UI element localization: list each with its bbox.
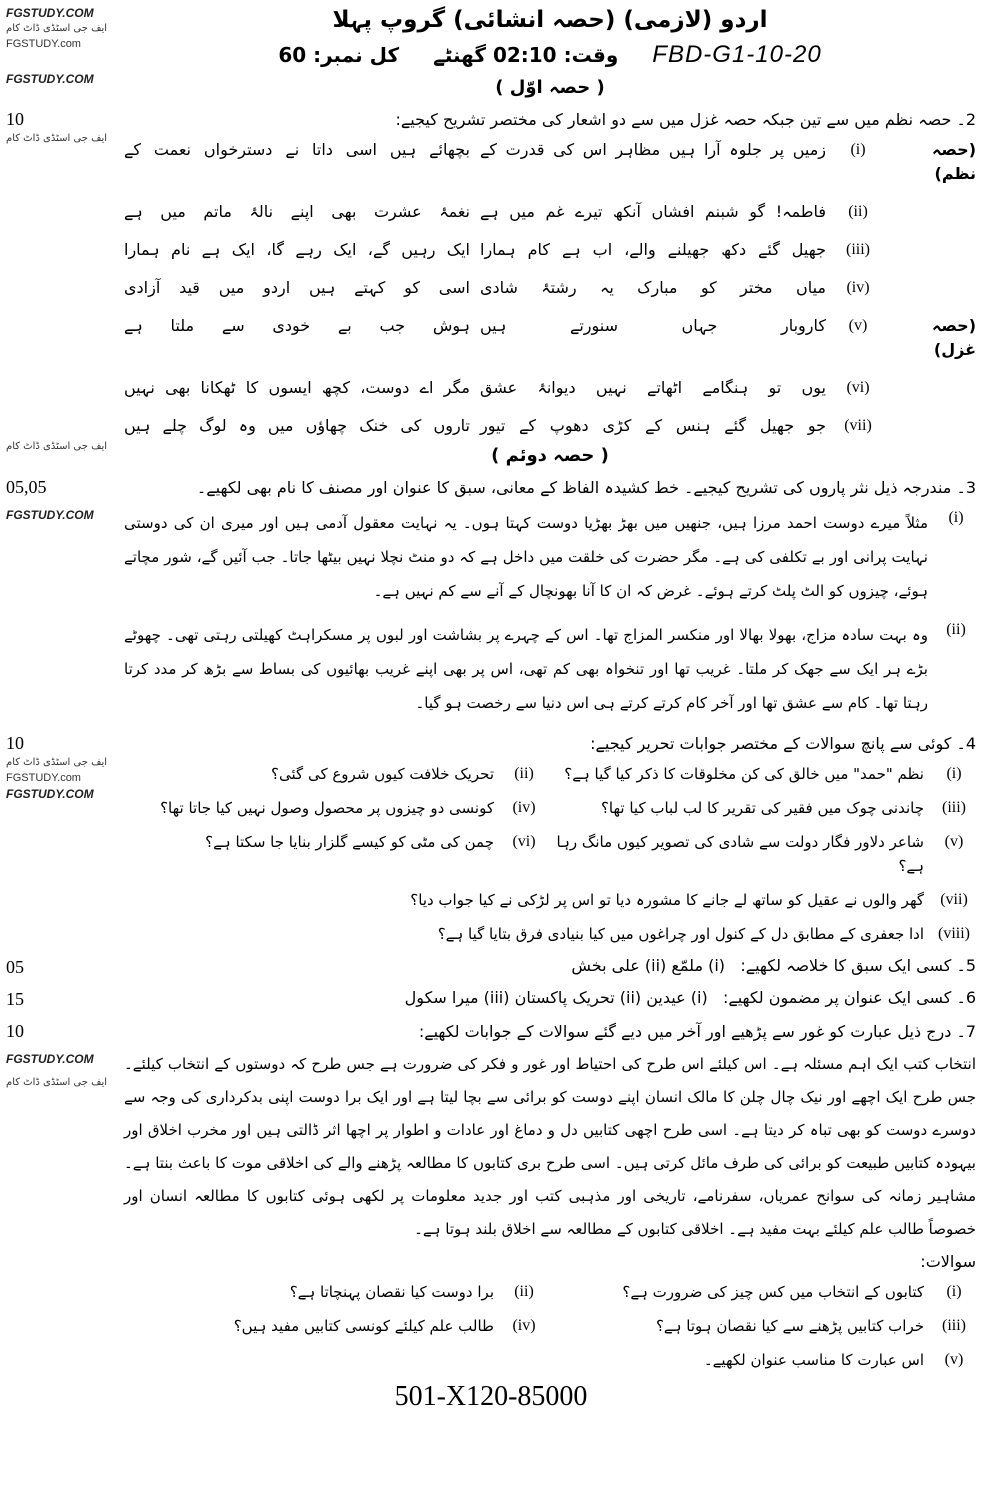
passage-line: کرتی ہیں۔ اسی طرح بری کتابوں کا مطالعہ پڑھنے والے کی اخلاقی موت کا باعث بنتا ہے۔ مشاہیر زمانہ کی سوانح عمریاں، سفرنامے، تاریخی اور مذہبی	[124, 1154, 977, 1205]
watermark: FGSTUDY.COM	[6, 787, 94, 801]
passage-line: جھک کر ملتا۔ غریب تھا اور تنخواہ بھی کم تھی، اس پر بھی اپنے غریب بھائیوں کی بساط سے بڑھ کر مدد کرتا رہتا تھا۔ کام سے عشق تھا اور آخر کام	[124, 660, 928, 712]
short-question-list	[124, 762, 976, 946]
comprehension-question: اس عبارت کا مناسب عنوان لکھیے۔	[703, 1351, 924, 1369]
comprehension-question: طالب علم کیلئے کونسی کتابیں مفید ہیں؟	[233, 1317, 494, 1335]
passage-line: کرتے ہوئے۔ غرض کہ ان کا آنا بھونچال کے آنے سے کم نہیں ہے۔	[373, 582, 768, 600]
question-7	[6, 1018, 976, 1372]
misra-2: تاروں کی خنک چھاؤں میں وہ لوگ چلے ہیں	[124, 416, 470, 435]
passage-line: کرتے کرتے ہی اس دنیا سے رخصت ہو گیا۔	[415, 694, 682, 712]
comprehension-question: کتابوں کے انتخاب میں کس چیز کی ضرورت ہے؟	[622, 1283, 924, 1301]
misra-1: یوں تو ہنگامے اٹھاتے نہیں دیوانۂ عشق	[480, 378, 826, 397]
misra-1: جو جھیل گئے ہنس کے کڑی دھوپ کے تیور	[480, 416, 826, 435]
left-margin	[6, 70, 118, 86]
item-number: (iii)	[942, 799, 966, 816]
header	[6, 4, 976, 70]
q-number: 5۔	[956, 956, 976, 975]
question-5-prompt	[124, 954, 976, 978]
item-number: (i)	[946, 1283, 962, 1300]
comprehension-question-list	[124, 1280, 976, 1372]
short-question: گھر والوں نے عقیل کو ساتھ لے جانے کا مشورہ دیا تو اس پر لڑکی نے کیا جواب دیا؟	[410, 891, 924, 909]
misra-1: زمیں پر جلوہ آرا ہیں مظاہر اس کی قدرت کے	[480, 140, 826, 159]
left-margin	[6, 954, 118, 978]
question-4	[6, 730, 976, 946]
passage-line: کر دیتا ہے۔ اسی طرح اچھی کتابیں دل و دماغ اور عادات و اطوار پر اچھا اثر ڈالتی ہیں اور مخرب اخلاق اور بیہودہ کتابیں طبیعت کو برائی کی طرف مائل	[124, 1121, 976, 1172]
marks: 05,05	[6, 477, 47, 497]
short-question: نظم "حمد" میں خالق کی کن مخلوقات کا ذکر کیا گیا ہے؟	[564, 765, 924, 783]
spacer	[890, 376, 976, 400]
short-question: شاعر دلاور فگار دولت سے شادی کی تصویر کیوں مانگ رہا ہے؟	[556, 833, 924, 875]
prose-passage-2	[124, 618, 976, 720]
total-marks: کل نمبر: 60	[278, 43, 400, 67]
spacer	[890, 200, 976, 224]
short-question: کونسی دو چیزوں پر محصول وصول نہیں کیا جاتا تھا؟	[160, 799, 494, 817]
label-ghazal: (حصہ غزل)	[932, 316, 976, 359]
q-number: 6۔	[956, 988, 976, 1007]
misra-2: ہوش جب بے خودی سے ملتا ہے	[124, 316, 470, 335]
comprehension-question: برا دوست کیا نقصان پہنچاتا ہے؟	[289, 1283, 494, 1301]
spacer	[890, 238, 976, 262]
prose-passage-1	[124, 506, 976, 608]
item-number: (iv)	[512, 1317, 536, 1334]
spacer	[6, 500, 118, 506]
question-2	[6, 106, 976, 438]
q-number: 7۔	[956, 1022, 976, 1041]
misra-2: اسی کو کہتے ہیں اردو میں قید آزادی	[124, 278, 470, 297]
question-5	[6, 954, 976, 978]
part2-heading-wrap	[124, 438, 976, 474]
misra-1: جھیل گئے دکھ جھیلنے والے، اب ہے کام ہمارا	[480, 240, 826, 259]
item-number: (iv)	[512, 799, 536, 816]
question-7-prompt	[124, 1020, 976, 1044]
watermark: FGSTUDY.com	[6, 38, 81, 50]
question-4-body	[124, 730, 976, 946]
marks: 05	[6, 957, 24, 977]
question-7-body	[124, 1018, 976, 1372]
passage-text	[124, 506, 928, 608]
paper-code: FBD-G1-10-20	[652, 41, 822, 68]
spacer	[890, 276, 976, 300]
watermark: ایف جی اسٹڈی ڈاٹ کام	[6, 133, 108, 144]
item-number: (i)	[948, 509, 964, 526]
item-number: (iv)	[846, 279, 870, 296]
marks: 10	[6, 109, 24, 129]
left-margin	[6, 986, 118, 1010]
q-options: (i) ملمّع (ii) علی بخش	[571, 956, 726, 975]
marks: 10	[6, 733, 24, 753]
q-text: کسی ایک عنوان پر مضمون لکھیے:	[722, 988, 952, 1007]
item-number: (i)	[850, 141, 866, 158]
spacer	[6, 1044, 118, 1050]
item-number: (vii)	[844, 417, 872, 434]
item-number: (iii)	[846, 241, 870, 258]
question-3	[6, 474, 976, 730]
watermark: ایف جی اسٹڈی ڈاٹ کام	[6, 757, 108, 768]
item-number: (vii)	[940, 891, 968, 908]
passage-line: وہ بہت سادہ مزاج، بھولا بھالا اور منکسر المزاج تھا۔ اس کے چہرے پر بشاشت اور لبوں پر مسکراہٹ کھیلتی رہتی تھی۔ چھوٹے بڑے ہر ایک سے	[124, 626, 928, 678]
short-question: چاندنی چوک میں فقیر کی تقریر کا لب لباب کیا تھا؟	[600, 799, 924, 817]
q-text: کسی ایک سبق کا خلاصہ لکھیے:	[740, 956, 952, 975]
watermark: FGSTUDY.COM	[6, 508, 94, 522]
comprehension-question: خراب کتابیں پڑھنے سے کیا نقصان ہوتا ہے؟	[655, 1317, 924, 1335]
header-content	[124, 4, 976, 70]
questions-label: سوالات:	[920, 1252, 976, 1271]
part2-heading-row	[6, 438, 976, 474]
item-number: (vi)	[512, 833, 536, 850]
q-text: کوئی سے پانچ سوالات کے مختصر جوابات تحریر کیجیے:	[590, 734, 952, 753]
item-number: (vi)	[846, 379, 870, 396]
misra-2: ایک رہیں گے، ایک رہے گا، ایک ہے نام ہمارا	[124, 240, 470, 259]
question-2-prompt	[124, 108, 976, 132]
misra-2: بچھائے ہیں اسی داتا نے دسترخواں نعمت کے	[124, 140, 470, 159]
q-text: مندرجہ ذیل نثر پاروں کی تشریح کیجیے۔ خط کشیدہ الفاظ کے معانی، سبق کا عنوان اور مصنف کا نام بھی لکھیے۔	[196, 478, 952, 497]
item-number: (iii)	[942, 1317, 966, 1334]
short-question: ادا جعفری کے مطابق دل کے کنول اور چراغوں میں کیا بنیادی فرق بتایا گیا ہے؟	[437, 925, 924, 943]
item-number: (v)	[944, 833, 964, 850]
item-number: (ii)	[946, 621, 966, 638]
passage-text	[124, 618, 928, 720]
spacer	[890, 414, 976, 438]
item-number: (v)	[944, 1351, 964, 1368]
left-margin	[6, 1018, 118, 1090]
item-number: (ii)	[848, 203, 868, 220]
passage-line: بے تکلفی کی ہے۔ مگر حضرت کی خلقت میں داخل ہے کہ دو منٹ نچلا نہیں بیٹھا جاتا۔ جب آئیں گے، شور مچاتے ہوئے، چیزوں کو الٹ پلٹ	[124, 548, 928, 600]
marks: 10	[6, 1021, 24, 1041]
paper-serial-code: 501-X120-85000	[394, 1381, 588, 1412]
misra-1: میاں مختر کو مبارک یہ رشتۂ شادی	[480, 278, 826, 297]
left-margin	[6, 106, 118, 146]
watermark: FGSTUDY.COM	[6, 1052, 94, 1066]
q-text: حصہ نظم میں سے تین جبکہ حصہ غزل میں سے دو اشعار کی مختصر تشریح کیجیے:	[395, 110, 952, 129]
short-question: تحریک خلافت کیوں شروع کی گئی؟	[271, 765, 494, 783]
header-watermarks	[6, 4, 118, 51]
misra-2: مگر اے دوست، کچھ ایسوں کا ٹھکانا بھی نہیں	[124, 378, 470, 397]
question-2-body	[124, 106, 976, 438]
label-nazm: (حصہ نظم)	[932, 140, 976, 183]
left-margin	[6, 474, 118, 522]
q-options: (i) عیدین (ii) تحریک پاکستان (iii) میرا سکول	[404, 988, 708, 1007]
question-4-prompt	[124, 732, 976, 756]
question-6-prompt	[124, 986, 976, 1010]
passage-line: مثلاً میرے دوست احمد مرزا ہیں، جنھیں میں بھڑ بھڑیا دوست کہتا ہوں۔ یہ نہایت معقول آدمی ہیں اور میری ان کی دوستی نہایت پرانی اور	[124, 514, 928, 566]
item-number: (ii)	[514, 765, 534, 782]
question-6	[6, 986, 976, 1010]
watermark: ایف جی اسٹڈی ڈاٹ کام	[6, 1077, 108, 1088]
watermark: FGSTUDY.COM	[6, 72, 94, 86]
passage-line: کتب اور جدید معلومات پر لکھی ہوئی کتابوں کا مطالعہ انسان اور خصوصاً طالب علم کیلئے بہت مفید ہے۔ اخلاقی کتابوں کے مطالعہ سے اخلاق بلند ہوتا ہے۔	[124, 1187, 976, 1238]
paper-title: اردو (لازمی) (حصہ انشائی) گروپ پہلا	[332, 7, 768, 33]
section-heading-part2: ( حصہ دوئم )	[491, 445, 609, 466]
part1-heading-row	[6, 70, 976, 106]
question-3-prompt	[124, 476, 976, 500]
spacer	[6, 1068, 118, 1074]
item-number: (viii)	[938, 925, 970, 942]
q-text: درج ذیل عبارت کو غور سے پڑھیے اور آخر میں دیے گئے سوالات کے جوابات لکھیے:	[418, 1022, 952, 1041]
misra-1: کاروبار جہاں سنورتے ہیں	[480, 316, 826, 335]
short-question: چمن کی مٹی کو کیسے گلزار بنایا جا سکتا ہے؟	[205, 833, 494, 851]
misra-2: نغمۂ عشرت بھی اپنے نالۂ ماتم میں ہے	[124, 202, 470, 221]
q-number: 3۔	[956, 478, 976, 497]
passage-line: ایک اچھے اور نیک چال چلن کا مالک انسان اپنے دوست کو برائی سے بچا لیتا ہے اور ایک برا دوست اپنی بدکرداری کی وجہ سے دوسرے دوست کو بھی تباہ	[124, 1088, 976, 1139]
watermark: FGSTUDY.com	[6, 772, 81, 784]
q-number: 4۔	[956, 734, 976, 753]
item-number: (ii)	[514, 1283, 534, 1300]
comprehension-passage	[124, 1048, 976, 1246]
watermark: ایف جی اسٹڈی ڈاٹ کام	[6, 441, 108, 452]
time-allowed: وقت: 02:10 گھنٹے	[433, 43, 619, 67]
misra-1: فاطمہ! گو شبنم افشاں آنکھ تیرے غم میں ہے	[480, 202, 826, 221]
watermark: FGSTUDY.COM	[6, 6, 94, 20]
watermark: ایف جی اسٹڈی ڈاٹ کام	[6, 23, 108, 34]
passage-line: انتخاب کتب ایک اہم مسئلہ ہے۔ اس کیلئے اس طرح کی احتیاط اور غور و فکر کی ضرورت ہے جس طرح کہ دوستوں کے انتخاب کیلئے۔ جس طرح	[124, 1055, 976, 1106]
item-number: (i)	[946, 765, 962, 782]
marks: 15	[6, 989, 24, 1009]
couplet-list	[124, 138, 976, 438]
question-3-body	[124, 474, 976, 730]
part1-heading-wrap	[124, 70, 976, 106]
q-number: 2۔	[956, 110, 976, 129]
section-heading-part1: ( حصہ اوّل )	[495, 77, 605, 98]
left-margin	[6, 730, 118, 801]
item-number: (v)	[848, 317, 868, 334]
left-margin	[6, 438, 118, 454]
header-info	[124, 40, 976, 70]
